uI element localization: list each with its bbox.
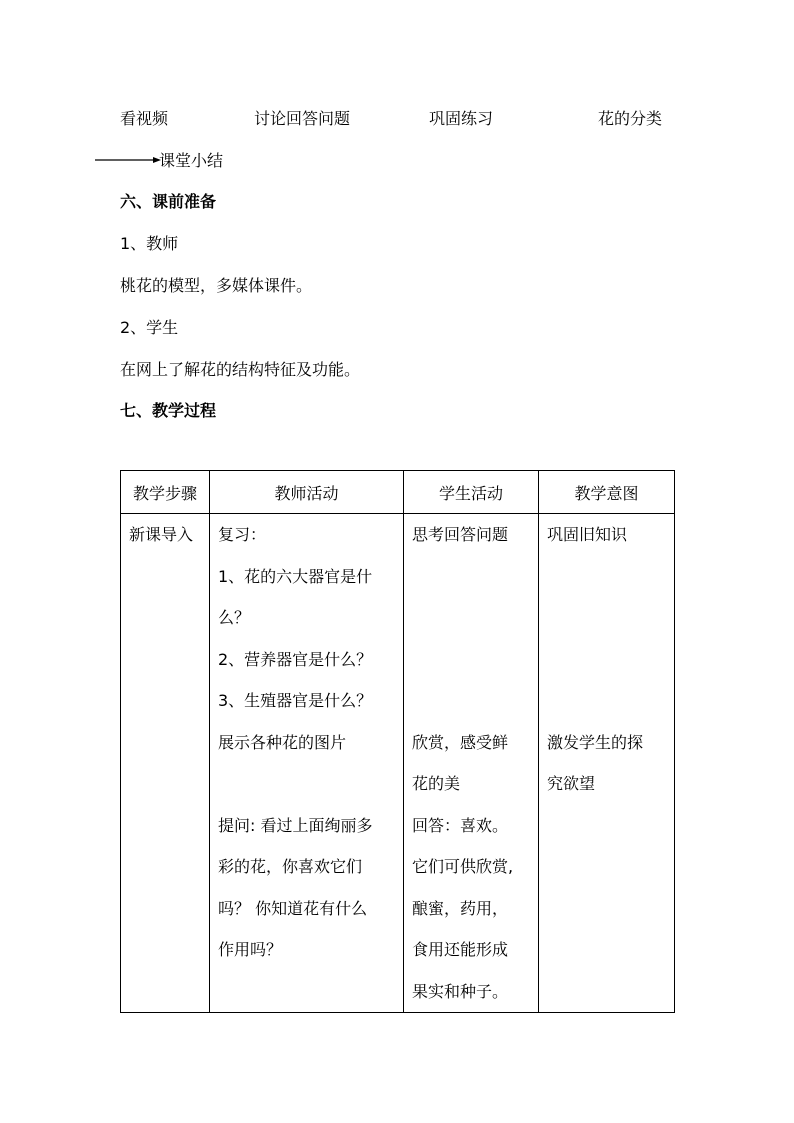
intent-line: 巩固旧知识 <box>547 525 628 544</box>
header-step: 教学步骤 <box>121 471 210 514</box>
student-line: 欣赏，感受鲜 <box>412 732 509 752</box>
intent-line <box>547 556 674 598</box>
cell-step <box>121 514 210 1013</box>
teacher-line <box>218 763 403 805</box>
intent-line <box>547 639 674 681</box>
section6-heading: 六、课前准备 <box>120 192 217 211</box>
cell-teacher <box>210 514 404 1013</box>
table-row <box>121 514 675 1013</box>
teacher-line: 1、花的六大器官是什 <box>218 566 373 586</box>
student-text: 在网上了解花的结构特征及功能。 <box>120 360 361 379</box>
teacher-line: 复习： <box>218 525 267 544</box>
header-intent: 教学意图 <box>539 471 675 514</box>
student-line <box>412 680 538 722</box>
student-line: 酿蜜，药用， <box>412 898 509 918</box>
table-header-row <box>121 471 675 514</box>
flow-arrow-icon <box>95 157 161 163</box>
student-label: 2、学生 <box>120 318 179 337</box>
teacher-text: 桃花的模型，多媒体课件。 <box>120 276 313 295</box>
student-line <box>412 639 538 681</box>
student-line: 花的美 <box>412 774 461 793</box>
teacher-line: 吗？ 你知道花有什么 <box>218 898 368 918</box>
student-line: 它们可供欣赏, <box>412 857 514 876</box>
teacher-line: 展示各种花的图片 <box>218 732 347 752</box>
cell-student <box>404 514 539 1013</box>
intent-line: 激发学生的探 <box>547 732 644 752</box>
student-line: 思考回答问题 <box>412 525 509 544</box>
student-line: 回答：喜欢。 <box>412 815 509 835</box>
intent-line <box>547 597 674 639</box>
flow-step-4: 花的分类 <box>598 109 663 128</box>
flow-step-3: 巩固练习 <box>429 109 494 128</box>
teacher-label: 1、教师 <box>120 234 179 253</box>
teacher-line: 提问: 看过上面绚丽多 <box>218 815 373 835</box>
student-line: 果实和种子。 <box>412 981 509 1001</box>
flow-step-1: 看视频 <box>120 109 169 128</box>
teacher-line: 么？ <box>218 608 251 627</box>
header-student: 学生活动 <box>404 471 539 514</box>
teacher-line: 彩的花，你喜欢它们 <box>218 857 363 876</box>
lesson-table <box>120 470 675 1013</box>
intent-line: 究欲望 <box>547 774 596 793</box>
intent-line <box>547 680 674 722</box>
student-line <box>412 556 538 598</box>
flow-last-step: 课堂小结 <box>159 151 224 170</box>
teacher-line: 作用吗？ <box>218 940 283 959</box>
flow-step-2: 讨论回答问题 <box>254 109 351 128</box>
header-teacher: 教师活动 <box>210 471 404 514</box>
student-line <box>412 597 538 639</box>
cell-intent <box>539 514 675 1013</box>
teacher-line: 3、生殖器官是什么？ <box>218 691 373 710</box>
section7-heading: 七、教学过程 <box>120 401 217 420</box>
teacher-line: 2、营养器官是什么？ <box>218 649 373 669</box>
student-line: 食用还能形成 <box>412 940 509 959</box>
step-text: 新课导入 <box>129 525 194 544</box>
